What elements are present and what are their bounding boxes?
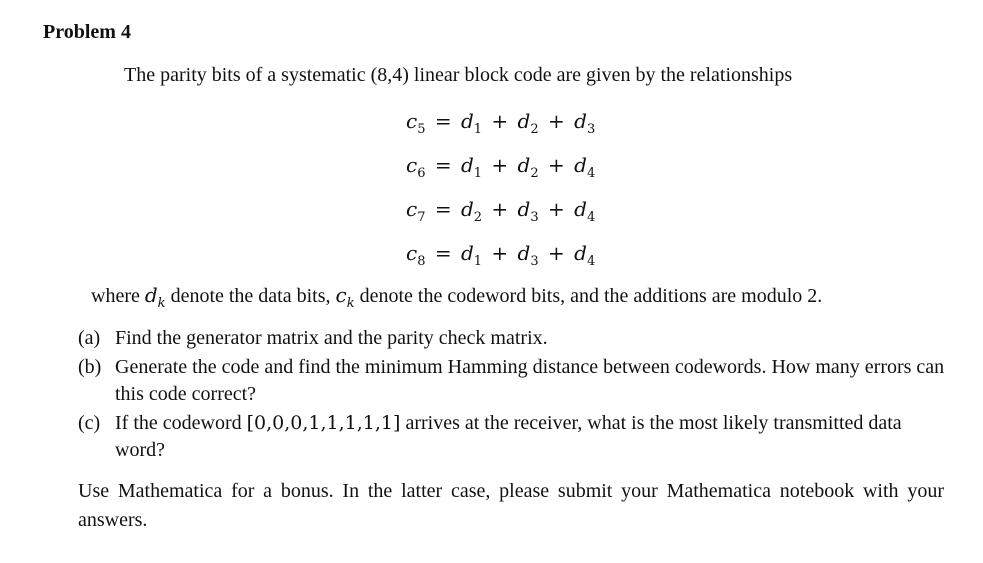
parity-equations [406, 106, 595, 282]
question-text: Find the generator matrix and the parity check matrix. [115, 327, 548, 349]
problem-title: Problem 4 [43, 21, 131, 43]
equation-c8: $c_8 = d_1 + d_3 + d_4$ [406, 241, 596, 269]
equation-c7: $c_7 = d_2 + d_3 + d_4$ [406, 197, 596, 225]
question-label: (b) [78, 356, 102, 378]
question-text: Generate the code and find the minimum Hamming distance between codewords. How many errors can this code correct? [115, 356, 945, 405]
equation-c6: $c_6 = d_1 + d_2 + d_4$ [406, 153, 596, 181]
question-label: (a) [78, 327, 101, 349]
question-text: If the codeword [0,0,0,1,1,1,1,1] arrives at the receiver, what is the most likely transmitted data word? [115, 412, 902, 461]
question-c [78, 410, 948, 464]
bonus-note: Use Mathematica for a bonus. In the latter case, please submit your Mathematica notebook with your answers. [78, 480, 944, 531]
question-a [78, 325, 948, 352]
intro-text: The parity bits of a systematic (8,4) linear block code are given by the relationships [124, 64, 793, 86]
question-list [78, 325, 948, 466]
question-label: (c) [78, 412, 101, 434]
equation-c5: $c_5 = d_1 + d_2 + d_3$ [406, 109, 596, 137]
received-codeword: [0,0,0,1,1,1,1,1] [246, 412, 401, 434]
definitions-text: where $d_k$ denote the data bits, $c_k$ denote the codeword bits, and the additions are modulo 2. [91, 283, 823, 311]
question-b [78, 354, 948, 408]
